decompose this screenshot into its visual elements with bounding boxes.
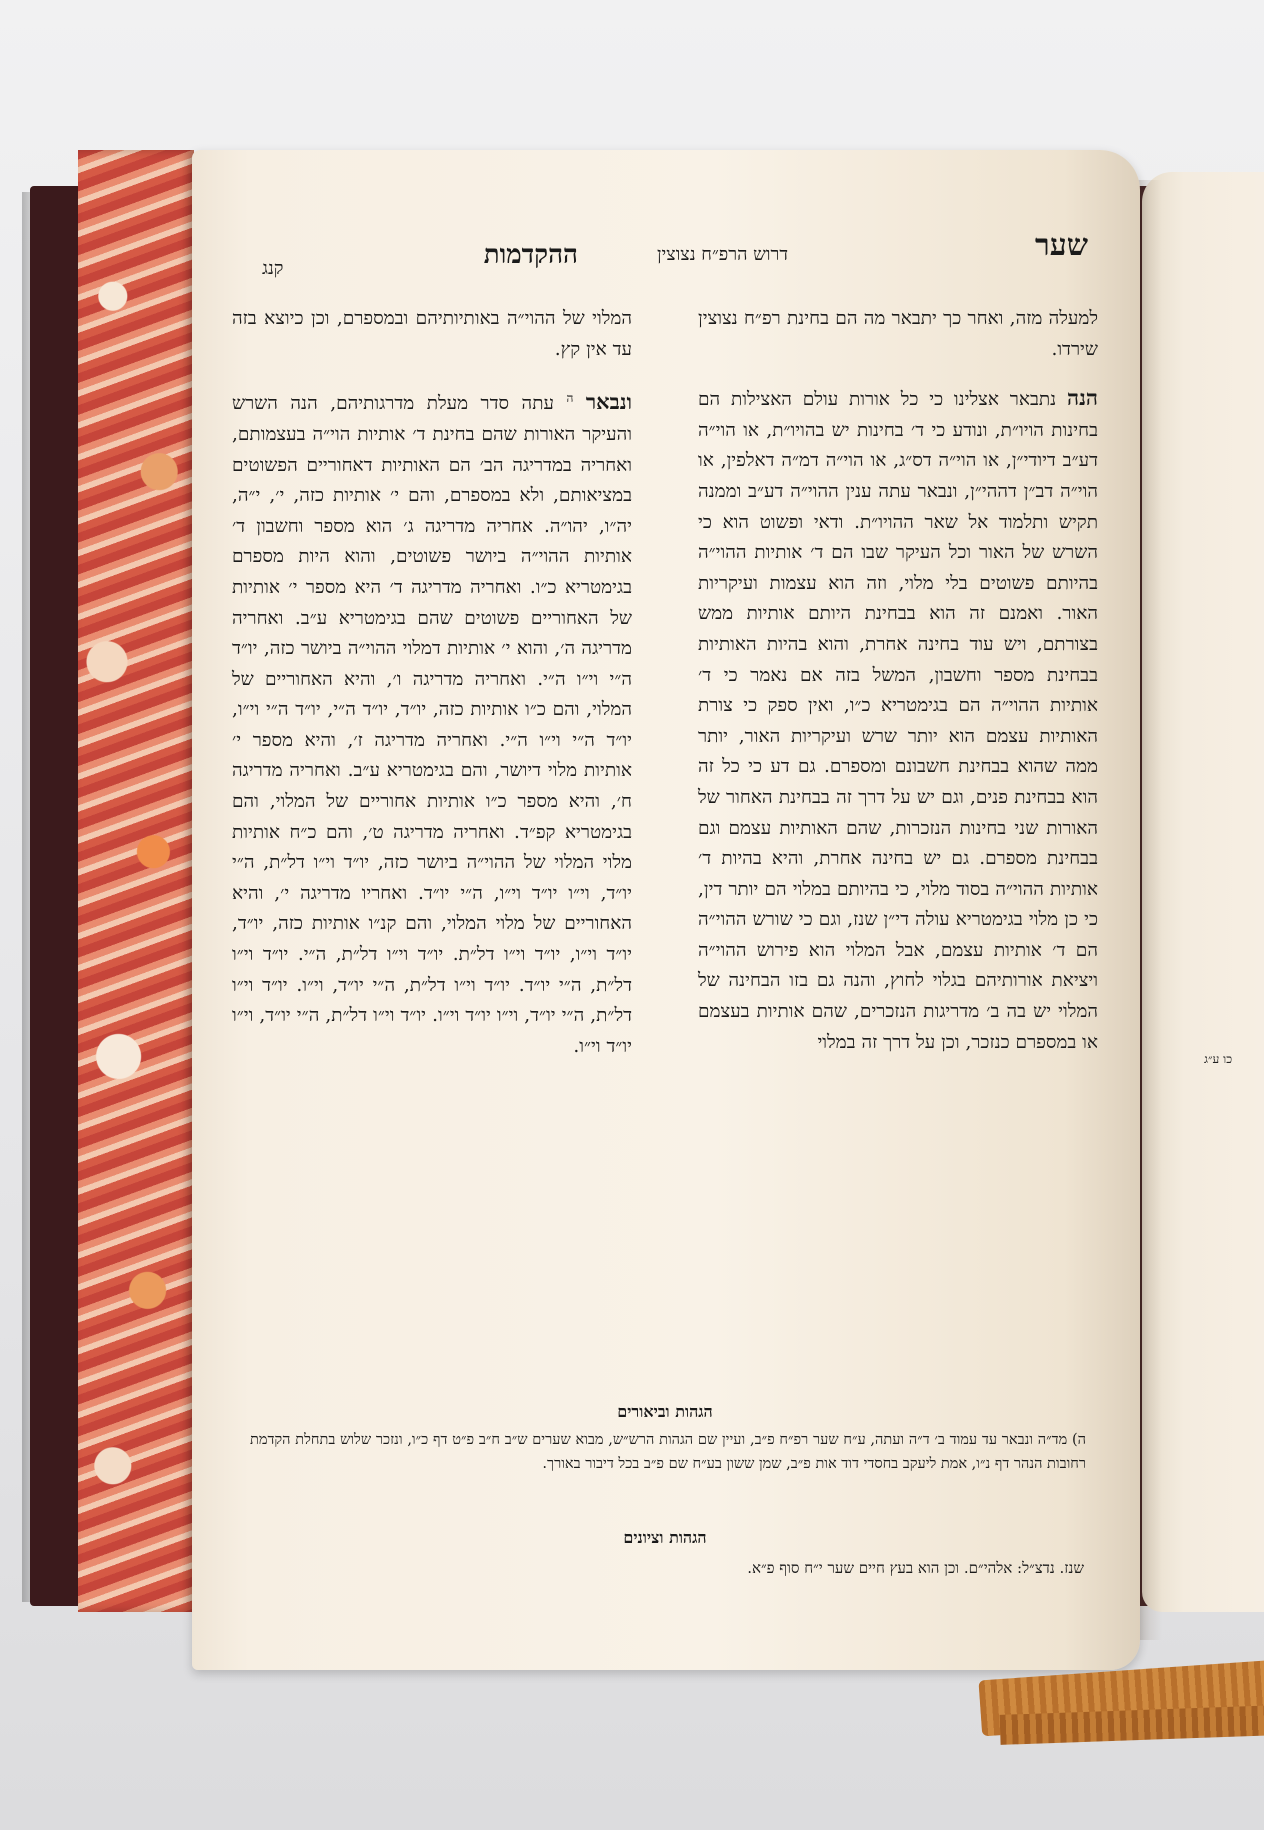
footnotes-body: ה) מד״ה ונבאר עד עמוד ב׳ ד״ה ועתה, ע״ח שער רפ״ח פ״ב, ועיין שם הגהות הרש״ש, מבוא שערים ש״ב ח״ב פ״ט דף כ״ו, ונזכר שלוש בתחלת הקדמת רחובות הנהר דף נ״ו, אמת ליעקב בחסדי דוד אות פ״ב, שמן ששון בע״ח שם פ״ב בכל דיבור באורך. <box>250 1432 1086 1472</box>
paragraph-text: למעלה מזה, ואחר כך יתבאר מה הם בחינת רפ״ח נצוצין שירדו. <box>698 308 1098 360</box>
glosses-section <box>232 1526 1098 1580</box>
right-text-column <box>698 304 1098 1076</box>
paragraph-lead-word: ונבאר <box>585 389 632 415</box>
paragraph-text: המלוי של ההוי״ה באותיותיהם ובמספרם, וכן כיוצא בזה עד אין קץ. <box>232 308 632 360</box>
paragraph <box>232 383 632 1062</box>
paragraph <box>698 304 1098 365</box>
footnotes-title: הגהות וביאורים <box>617 1402 713 1421</box>
header-drush-title: דרוש הרפ״ח נצוצין <box>656 244 788 265</box>
glosses-body: שנז. נדצ״ל: אלהי״ם. וכן הוא בעץ חיים שער י״ח סוף פ״א. <box>747 1559 1084 1577</box>
paragraph <box>232 304 632 365</box>
right-page-margin-note: כו ע״ג <box>1204 1052 1233 1066</box>
paragraph-text: עתה סדר מעלת מדרגותיהם, הנה השרש והעיקר האורות שהם בחינת ד׳ אותיות הוי״ה בעצמותם, ואחריה במדריגה הב׳ הם האותיות דאחוריים הפשוטים במציאותם, ולא במספרם, והם י׳ אותיות כזה, י׳, י״ה, יה״ו, יהו״ה. אחריה מדריגה ג׳ הוא מספר וחשבון ד׳ אותיות ההוי״ה ביושר פשוטים, והוא היות מספרם בגימטריא כ״ו. ואחריה מדריגה ד׳ היא מספר י׳ אותיות של האחוריים פשוטים שהם בגימטריא ע״ב. ואחריה מדריגה ה׳, והוא י׳ אותיות דמלוי ההוי״ה ביושר כזה, יו״ד ה״י וי״ו ה״י. ואחריה מדריגה ו׳, והיא האחוריים של המלוי, והם כ״ו אותיות כזה, יו״ד, יו״ד ה״י, יו״ד ה״י וי״ו, יו״ד ה״י וי״ו ה״י. ואחריה מדריגה ז׳, והיא מספר י׳ אותיות מלוי דיושר, והם בגימטריא ע״ב. ואחריה מדריגה ח׳, והיא מספר כ״ו אותיות אחוריים של המלוי, והם בגימטריא קפ״ד. ואחריה מדריגה ט׳, והם כ״ח אותיות מלוי המלוי של ההוי״ה ביושר כזה, יו״ד וי״ו דל״ת, ה״י יו״ד, וי״ו יו״ד וי״ו, ה״י יו״ד. ואחריו מדריגה י׳, והיא האחוריים של מלוי המלוי, והם קנ״ו אותיות כזה, יו״ד, יו״ד וי״ו, יו״ד וי״ו דל״ת. יו״ד וי״ו דל״ת, ה״י. יו״ד וי״ו דל״ת, ה״י יו״ד. יו״ד וי״ו דל״ת, ה״י יו״ד, וי״ו. יו״ד וי״ו דל״ת, ה״י יו״ד, וי״ו יו״ד וי״ו. יו״ד וי״ו דל״ת, ה״י יו״ד, וי״ו יו״ד וי״ו. <box>232 393 632 1057</box>
paragraph-lead-word: הנה <box>1067 385 1098 411</box>
marbled-page-edge <box>78 150 194 1612</box>
page-content <box>232 222 1098 1602</box>
page-header <box>232 222 1098 279</box>
footnotes-section <box>232 1400 1098 1476</box>
header-section-title: ההקדמות <box>483 240 578 270</box>
glosses-title: הגהות וציונים <box>623 1528 707 1547</box>
paragraph <box>698 383 1098 1058</box>
header-page-number: קנג <box>262 258 284 279</box>
paragraph-text: נתבאר אצלינו כי כל אורות עולם האצילות הם בחינות הויו״ת, ונודע כי ד׳ בחינות יש בהויו״ת, או הוי״ה דע״ב דיודי״ן, או הוי״ה דס״ג, או הוי״ה דמ״ה דאלפין, או הוי״ה דב״ן דההי״ן, ונבאר עתה ענין ההוי״ה דע״ב וממנה תקיש ותלמוד אל שאר ההויו״ת. ודאי ופשוט הוא כי השרש של האור וכל העיקר שבו הם ד׳ אותיות ההוי״ה בהיותם פשוטים בלי מלוי, וזה הוא עצמות ועיקריות האור. ואמנם זה הוא בבחינת היותם אותיות ממש בצורתם, ויש עוד בחינה אחרת, והוא בהיות האותיות בבחינת מספר וחשבון, המשל בזה אם נאמר כי ד׳ אותיות ההוי״ה הם בגימטריא כ״ו, ואין ספק כי צורת האותיות עצמם הוא יותר שרש ועיקריות האור, יותר ממה שהוא בבחינת חשבונם ומספרם. גם דע כי כל זה הוא בבחינת פנים, וגם יש על דרך זה בבחינת האחור של האורות שני בחינות הנזכרות, שהם האותיות עצמם וגם בבחינת מספרם. גם יש בחינה אחרת, והיא בהיות ד׳ אותיות ההוי״ה בסוד מלוי, כי בהיותם במלוי הם יותר דין, כי כן מלוי בגימטריא עולה די״ן שנז, וגם כי שורש ההוי״ה הם ד׳ אותיות עצמם, אבל המלוי הוא פירוש ההוי״ה ויציאת אורותיהם בגלוי לחוץ, והנה גם בזו הבחינה של המלוי יש בה ב׳ מדריגות הנזכרים, שהם אותיות בעצמם או במספרם כנזכר, וכן על דרך זה במלוי <box>698 389 1098 1053</box>
note-reference-mark: ה <box>566 391 574 406</box>
header-right-word: שער <box>1035 228 1088 263</box>
left-text-column <box>232 304 632 1080</box>
